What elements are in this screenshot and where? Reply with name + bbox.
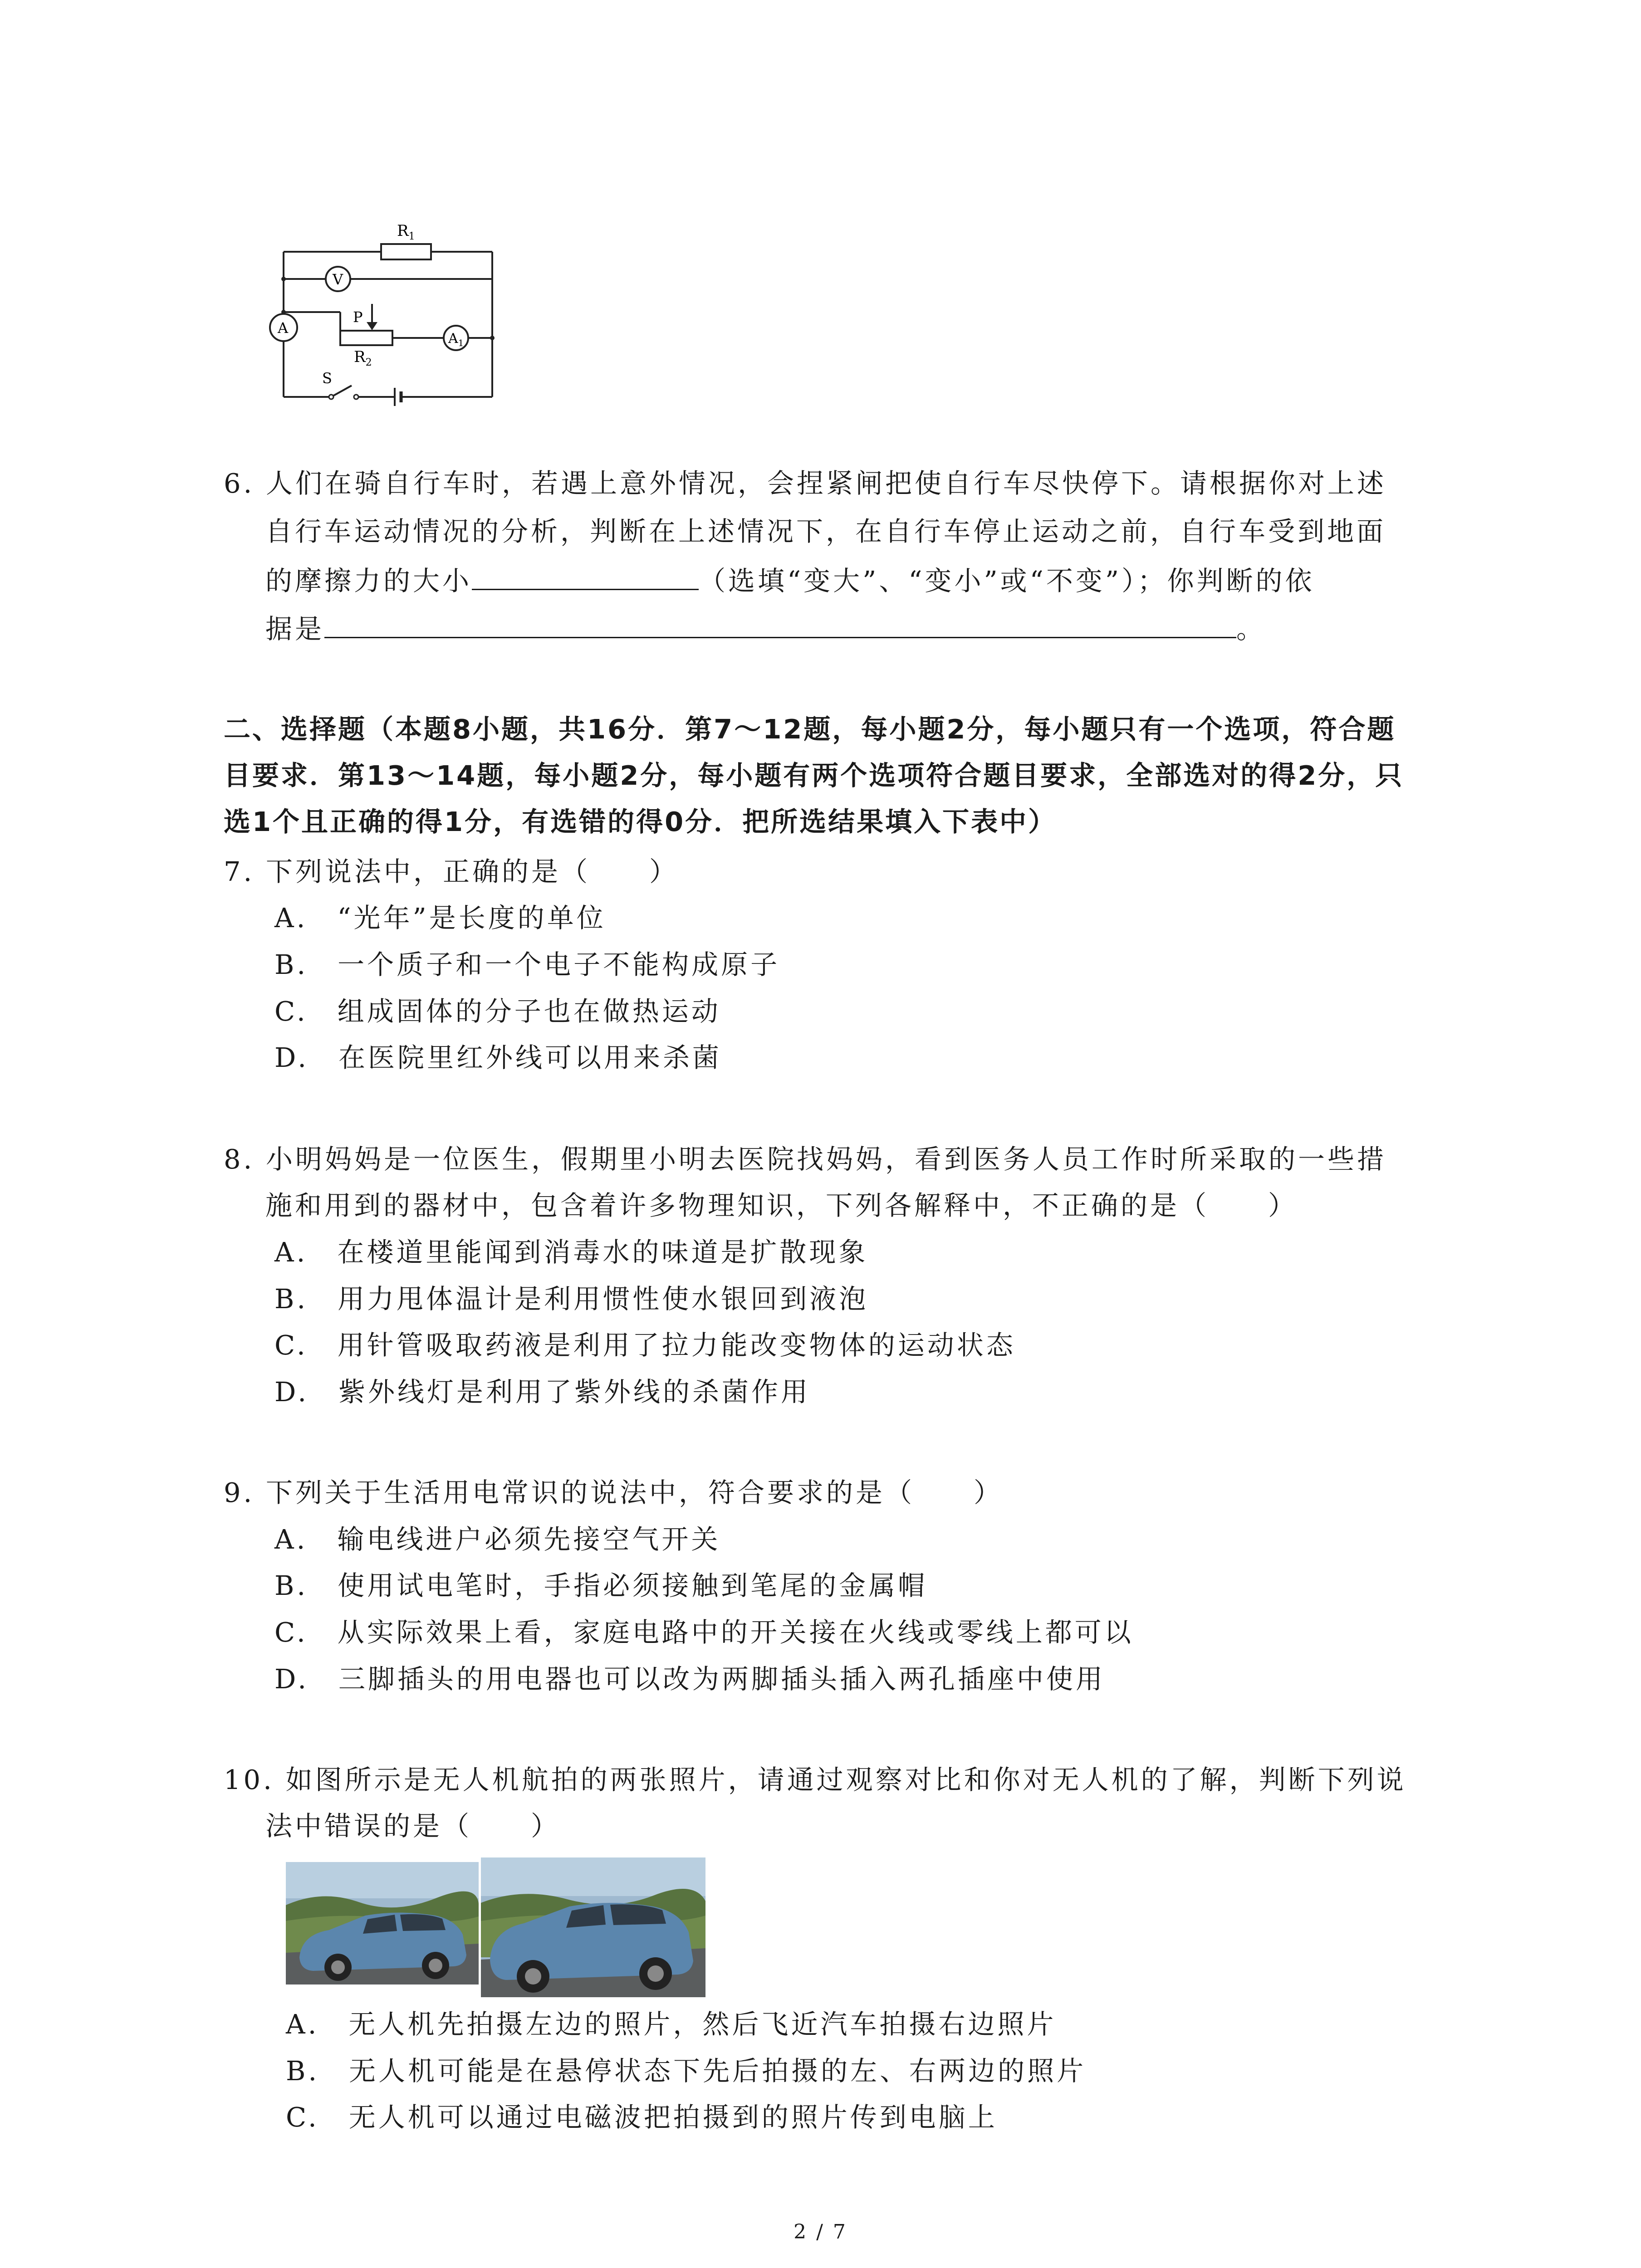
circuit-diagram — [259, 213, 504, 413]
q6-line2: 自行车运动情况的分析，判断在上述情况下，在自行车停止运动之前，自行车受到地面 — [265, 516, 1386, 547]
q6-line4 — [265, 611, 1266, 645]
q6-line4-suffix: 。 — [1236, 613, 1266, 645]
q6-line3 — [265, 563, 1315, 597]
q10-photo-right — [481, 1857, 705, 1997]
q8-option-a[interactable]: A. 在楼道里能闻到消毒水的味道是扩散现象 — [274, 1237, 868, 1268]
q10-line1: 10. 如图所示是无人机航拍的两张照片，请通过观察对比和你对无人机的了解，判断下列说 — [224, 1764, 1406, 1795]
q9-option-d[interactable]: D. 三脚插头的用电器也可以改为两脚插头插入两孔插座中使用 — [274, 1663, 1105, 1695]
q9-option-b[interactable]: B. 使用试电笔时，手指必须接触到笔尾的金属帽 — [274, 1570, 928, 1601]
voltmeter-label: V — [333, 271, 343, 288]
section2-heading-line1: 二、选择题（本题8小题，共16分．第7～12题，每小题2分，每小题只有一个选项，符合题 — [224, 714, 1396, 745]
section2-heading-line2: 目要求．第13～14题，每小题2分，每小题有两个选项符合题目要求，全部选对的得2分，只 — [224, 760, 1404, 791]
page-number: 2 / 7 — [794, 2220, 847, 2244]
ammeter-a1-label: $A_1$ — [448, 331, 464, 348]
q9-option-c[interactable]: C. 从实际效果上看，家庭电路中的开关接在火线或零线上都可以 — [274, 1617, 1134, 1648]
section2-heading-line3: 选1个且正确的得1分，有选错的得0分．把所选结果填入下表中） — [224, 806, 1057, 837]
ammeter-a-label: A — [278, 319, 289, 337]
q6-blank-friction[interactable] — [472, 563, 699, 590]
q8-option-b[interactable]: B. 用力甩体温计是利用惯性使水银回到液泡 — [274, 1283, 869, 1315]
slider-p-label: P — [353, 308, 363, 326]
q6-line1: 6. 人们在骑自行车时，若遇上意外情况，会捏紧闸把使自行车尽快停下。请根据你对上述 — [224, 468, 1387, 499]
q9-option-a[interactable]: A. 输电线进户必须先接空气开关 — [274, 1524, 721, 1555]
q8-line2: 施和用到的器材中，包含着许多物理知识，下列各解释中，不正确的是（ ） — [265, 1190, 1298, 1221]
q7-option-a[interactable]: A. “光年”是长度的单位 — [274, 902, 606, 934]
q6-line3-prefix: 的摩擦力的大小 — [265, 565, 472, 596]
q10-line2: 法中错误的是（ ） — [265, 1810, 561, 1842]
q7-option-b[interactable]: B. 一个质子和一个电子不能构成原子 — [274, 949, 780, 980]
q6-blank-reason[interactable] — [324, 611, 1236, 638]
q10-photo-left — [286, 1862, 479, 1984]
q10-option-a[interactable]: A. 无人机先拍摄左边的照片，然后飞近汽车拍摄右边照片 — [286, 2009, 1057, 2040]
q10-option-c[interactable]: C. 无人机可以通过电磁波把拍摄到的照片传到电脑上 — [286, 2102, 998, 2133]
q7-stem: 7. 下列说法中，正确的是（ ） — [224, 856, 679, 887]
q8-line1: 8. 小明妈妈是一位医生，假期里小明去医院找妈妈，看到医务人员工作时所采取的一些措 — [224, 1144, 1387, 1175]
q8-option-c[interactable]: C. 用针管吸取药液是利用了拉力能改变物体的运动状态 — [274, 1330, 1016, 1361]
r1-label: $R_1$ — [397, 222, 415, 242]
q10-option-b[interactable]: B. 无人机可能是在悬停状态下先后拍摄的左、右两边的照片 — [286, 2055, 1087, 2087]
q6-line4-prefix: 据是 — [265, 613, 325, 645]
r2-label: $R_2$ — [354, 348, 372, 368]
q7-option-c[interactable]: C. 组成固体的分子也在做热运动 — [274, 996, 721, 1027]
switch-s-label: S — [322, 370, 332, 387]
q9-stem: 9. 下列关于生活用电常识的说法中，符合要求的是（ ） — [224, 1477, 1004, 1508]
q8-option-d[interactable]: D. 紫外线灯是利用了紫外线的杀菌作用 — [274, 1376, 810, 1408]
q6-line3-suffix: （选填“变大”、“变小”或“不变”）；你判断的依 — [699, 565, 1315, 596]
q7-option-d[interactable]: D. 在医院里红外线可以用来杀菌 — [274, 1042, 722, 1073]
